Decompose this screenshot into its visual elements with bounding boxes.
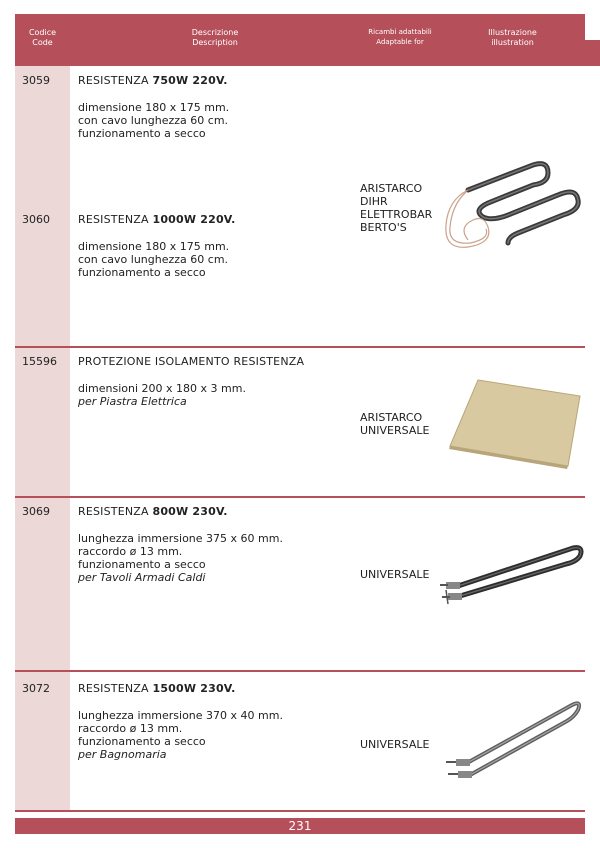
page-footer: [15, 818, 585, 834]
header-code-it: Codice: [28, 28, 57, 37]
header-description: [70, 28, 360, 48]
header-compat-it: Ricambi adattabili: [368, 28, 432, 36]
header-illustration-en: illustration: [491, 38, 534, 47]
product-title: RESISTENZA 750W 220V.: [78, 74, 228, 87]
immersion-heater-illustration: [438, 538, 588, 608]
product-title: PROTEZIONE ISOLAMENTO RESISTENZA: [78, 355, 305, 368]
row-separator: [15, 810, 585, 812]
page-number: 231: [288, 819, 312, 833]
header-illustration: [470, 28, 555, 48]
header-description-it: Descrizione: [191, 28, 239, 37]
product-description: dimensioni 200 x 180 x 3 mm. per Piastra Elettrica: [78, 382, 246, 408]
header-code: [15, 28, 70, 48]
product-description: lunghezza immersione 370 x 40 mm. raccordo ø 13 mm. funzionamento a secco per Bagnomaria: [78, 709, 283, 761]
header-illustration-it: Illustrazione: [488, 28, 537, 37]
header-code-en: Code: [32, 38, 53, 47]
coil-heater-illustration: [438, 155, 588, 260]
product-code: 3072: [22, 682, 50, 695]
product-description: lunghezza immersione 375 x 60 mm. raccordo ø 13 mm. funzionamento a secco per Tavoli Armadi Caldi: [78, 532, 283, 584]
row-separator: [15, 670, 585, 672]
row-separator: [15, 496, 585, 498]
product-description: dimensione 180 x 175 mm. con cavo lunghezza 60 cm. funzionamento a secco: [78, 101, 230, 140]
header-compat-en: Adaptable for: [376, 38, 424, 46]
product-code: 15596: [22, 355, 57, 368]
product-code: 3060: [22, 213, 50, 226]
product-title: RESISTENZA 1000W 220V.: [78, 213, 236, 226]
compat-list: ARISTARCO UNIVERSALE: [360, 411, 430, 437]
product-code: 3069: [22, 505, 50, 518]
code-column: [15, 66, 70, 812]
compat-list: ARISTARCO DIHR ELETTROBAR BERTO'S: [360, 182, 433, 234]
insulation-plate-illustration: [440, 378, 585, 473]
product-code: 3059: [22, 74, 50, 87]
header-compat: [355, 27, 445, 47]
bain-marie-heater-illustration: [432, 695, 587, 785]
row-separator: [15, 346, 585, 348]
product-title: RESISTENZA 800W 230V.: [78, 505, 228, 518]
product-title: RESISTENZA 1500W 230V.: [78, 682, 236, 695]
header-tab: [585, 40, 600, 66]
product-description: dimensione 180 x 175 mm. con cavo lunghezza 60 cm. funzionamento a secco: [78, 240, 230, 279]
compat-list: UNIVERSALE: [360, 738, 430, 751]
compat-list: UNIVERSALE: [360, 568, 430, 581]
header-description-en: Description: [192, 38, 238, 47]
